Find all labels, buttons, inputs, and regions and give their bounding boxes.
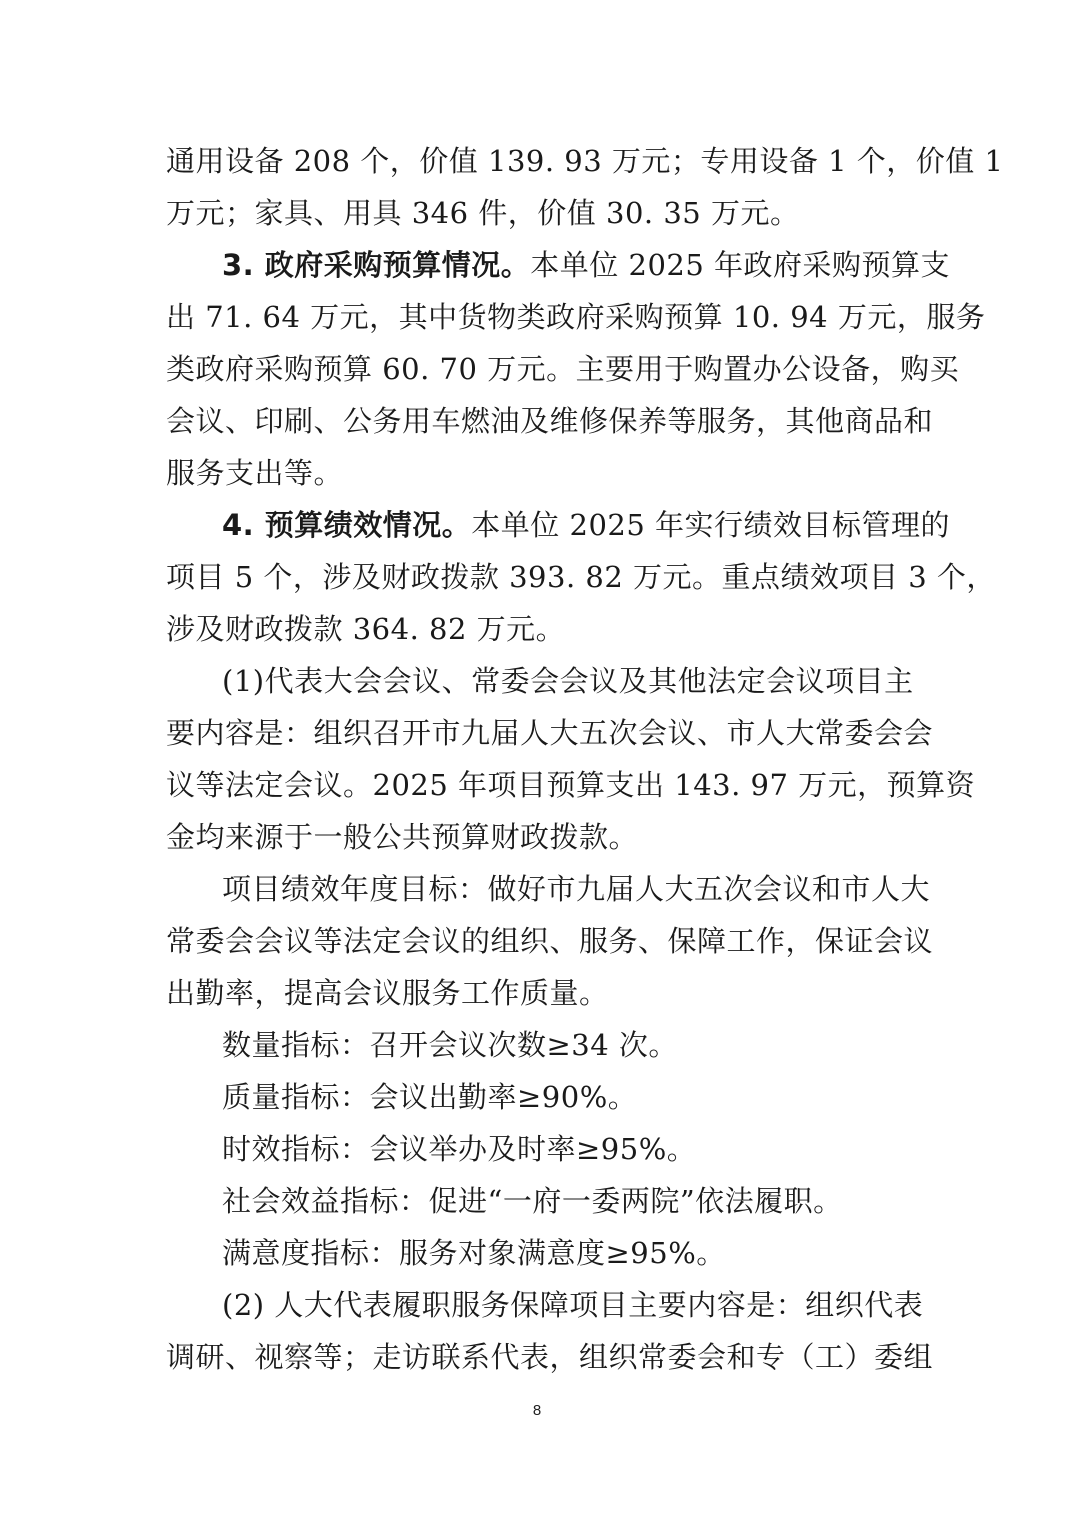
- paragraph-line: 项目绩效年度目标：做好市九届人大五次会议和市人大: [222, 872, 931, 906]
- section-4-first-line: [222, 499, 951, 551]
- indicator-social: 社会效益指标：促进“一府一委两院”依法履职。: [222, 1184, 843, 1218]
- paragraph-line: 议等法定会议。2025 年项目预算支出 143. 97 万元，预算资: [166, 768, 976, 802]
- paragraph-line: 出 71. 64 万元，其中货物类政府采购预算 10. 94 万元，服务: [166, 300, 986, 334]
- paragraph-line: 出勤率，提高会议服务工作质量。: [166, 976, 609, 1010]
- indicator-timeliness: 时效指标：会议举办及时率≥95%。: [222, 1132, 697, 1166]
- paragraph-line: 会议、印刷、公务用车燃油及维修保养等服务，其他商品和: [166, 404, 934, 438]
- paragraph-line: 调研、视察等；走访联系代表，组织常委会和专（工）委组: [166, 1340, 934, 1374]
- paragraph-line: 涉及财政拨款 364. 82 万元。: [166, 612, 566, 646]
- section-4-heading: 4. 预算绩效情况。: [222, 508, 472, 542]
- paragraph-line: 项目 5 个，涉及财政拨款 393. 82 万元。重点绩效项目 3 个，: [166, 560, 996, 594]
- indicator-satisfaction: 满意度指标：服务对象满意度≥95%。: [222, 1236, 726, 1270]
- paragraph-line: (1)代表大会会议、常委会会议及其他法定会议项目主: [222, 664, 914, 698]
- paragraph-line: (2) 人大代表履职服务保障项目主要内容是：组织代表: [222, 1288, 924, 1322]
- paragraph-line: 通用设备 208 个，价值 139. 93 万元；专用设备 1 个，价值 1: [166, 144, 1004, 178]
- indicator-quantity: 数量指标：召开会议次数≥34 次。: [222, 1028, 678, 1062]
- section-3-first-line: [222, 239, 951, 291]
- paragraph-line: 常委会会议等法定会议的组织、服务、保障工作，保证会议: [166, 924, 934, 958]
- paragraph-line: 类政府采购预算 60. 70 万元。主要用于购置办公设备，购买: [166, 352, 960, 386]
- paragraph-line: 服务支出等。: [166, 456, 344, 490]
- paragraph-line: 要内容是：组织召开市九届人大五次会议、市人大常委会会: [166, 716, 934, 750]
- section-3-text: 本单位 2025 年政府采购预算支: [530, 248, 951, 282]
- section-3-heading: 3. 政府采购预算情况。: [222, 248, 531, 282]
- paragraph-line: 万元；家具、用具 346 件，价值 30. 35 万元。: [166, 196, 800, 230]
- paragraph-line: 金均来源于一般公共预算财政拨款。: [166, 820, 639, 854]
- page-number: 8: [532, 1402, 542, 1419]
- indicator-quality: 质量指标：会议出勤率≥90%。: [222, 1080, 638, 1114]
- section-4-text: 本单位 2025 年实行绩效目标管理的: [471, 508, 951, 542]
